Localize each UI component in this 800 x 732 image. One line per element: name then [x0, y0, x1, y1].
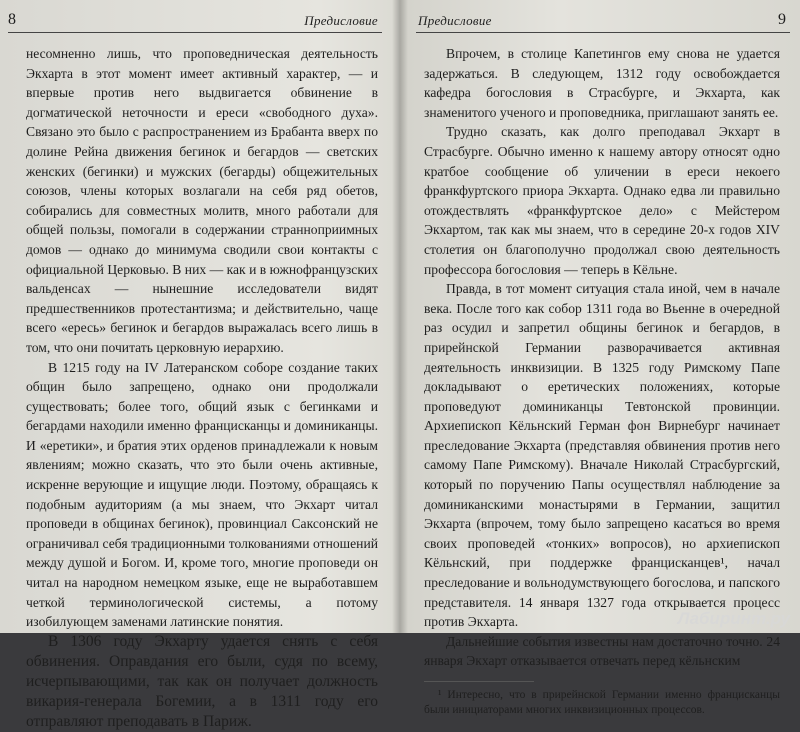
paragraph: В 1306 году Экхарту удается снять с себя обвинения. Оправдания его были, судя по всему, исчерпывающими, так как он получает должность викария-генерала Богемии, а в 1311 году его отправляют преподавать в Париж.	[26, 632, 378, 730]
paragraph: Впрочем, в столице Капетингов ему снова не удается задержаться. В следующем, 1312 году освобождается кафедра богословия в Страсбурге, и Экхарта, как знаменитого ученого и проповедника, приглашают занять ее.	[424, 46, 780, 120]
footnote: ¹ Интересно, что в прирейнской Германии именно францисканцы были инициаторами многих инквизиционных процессов.	[424, 689, 780, 716]
footnote-divider	[424, 681, 534, 682]
watermark-logo: Лабиринт.ру	[677, 609, 790, 628]
right-page-header	[416, 10, 790, 33]
paragraph: Трудно сказать, как долго преподавал Экхарт в Страсбурге. Обычно именно к нашему автору относят одно кратбое сообщение об уличении в ереси некоего франкфуртского приора Экхарта. Однако едва ли правильно отождествлять «франкфуртское дело» с Мейстером Экхартом, так как мы знаем, что в середине 20-х годов XIV столетия он благополучно продолжал свою деятельность профессора богословия — теперь в Кёльне.	[424, 124, 780, 277]
right-page	[404, 0, 800, 716]
paragraph: несомненно лишь, что проповедническая деятельность Экхарта в этот момент имеет активный характер, — и впервые против него выдвигается обвинение в догматической неточности и ереси «свободного духа». Связано это было с распространением из Брабанта вверх по долине Рейна движения бегинок и бегардов — светских женских (бегинки) и мужских (бегарды) общежительных союзов, члены которых возлагали на себя ряд обетов, собирались для совместных молитв, много работали для общей пользы, помогали в содержании странноприимных домов — однако до минимума сводили свои контакты с официальной Церковью. В них — как и в южнофранцузских вальденсах — нынешние исследователи видят предшественников протестантизма; и действительно, чаще всего «ересь» бегинок и бегардов выражалась всего лишь в том, что они почитать церковную иерархию.	[26, 46, 378, 355]
running-head: Предисловие	[418, 13, 492, 28]
page-number: 8	[8, 11, 16, 28]
paragraph: В 1215 году на IV Латеранском соборе создание таких общин было запрещено, однако они продолжали существовать; более того, общий язык с бегинками и бегардами находили именно францисканцы и доминиканцы. И «еретики», и братия этих орденов принадлежали к новым явлениям; можно сказать, что это были очень активные, искренне верующие и ищущие люди. Поэтому, обращаясь к подобным аудиториям (а мы знаем, что Экхарт читал проповеди в общинах бегинок), провинциал Саксонский не ограничивал себя традиционными толкованиями отношений между душой и Богом. И, кроме того, многие проповеди он читал на народном немецком языке, еще не выработавшем четкой терминологической системы, а потому изобилующем заменами латинские понятия.	[26, 359, 378, 630]
left-page-header	[8, 10, 382, 33]
paragraph: Правда, в тот момент ситуация стала иной, чем в начале века. После того как собор 1311 года во Вьенне в очередной раз осудил и запретил общины бегинок и бегардов, в прирейнской Германии разворачивается активная деятельность инквизиции. В 1325 году Римскому Папе докладывают о еретических положениях, которые проповедуют доминиканцы Тевтонской провинции. Архиепископ Кёльнский Герман фон Вирнебург начинает преследование Экхарта (представляя обвинения против него самому Папе Римскому). Вначале Николай Страсбургский, который по поручению Папы осуществлял наблюдение за доминиканскими монастырями в Германии, защитил Экхарта (впрочем, тому было запрещено касаться во время своих проповедей «тонких» вопросов), но архиепископ Кёльнский, при поддержке францисканцев¹, начал преследование и вольнодумствующего богослова, и папского представителя. 14 января 1327 года открывается процесс против Экхарта.	[424, 281, 780, 630]
left-page-body	[26, 44, 378, 732]
left-page	[0, 0, 396, 730]
running-head: Предисловие	[304, 13, 378, 28]
page-number: 9	[778, 11, 786, 28]
paragraph: Дальнейшие события известны нам достаточно точно. 24 января Экхарт отказывается отвечать перед кёльнским	[424, 633, 780, 669]
